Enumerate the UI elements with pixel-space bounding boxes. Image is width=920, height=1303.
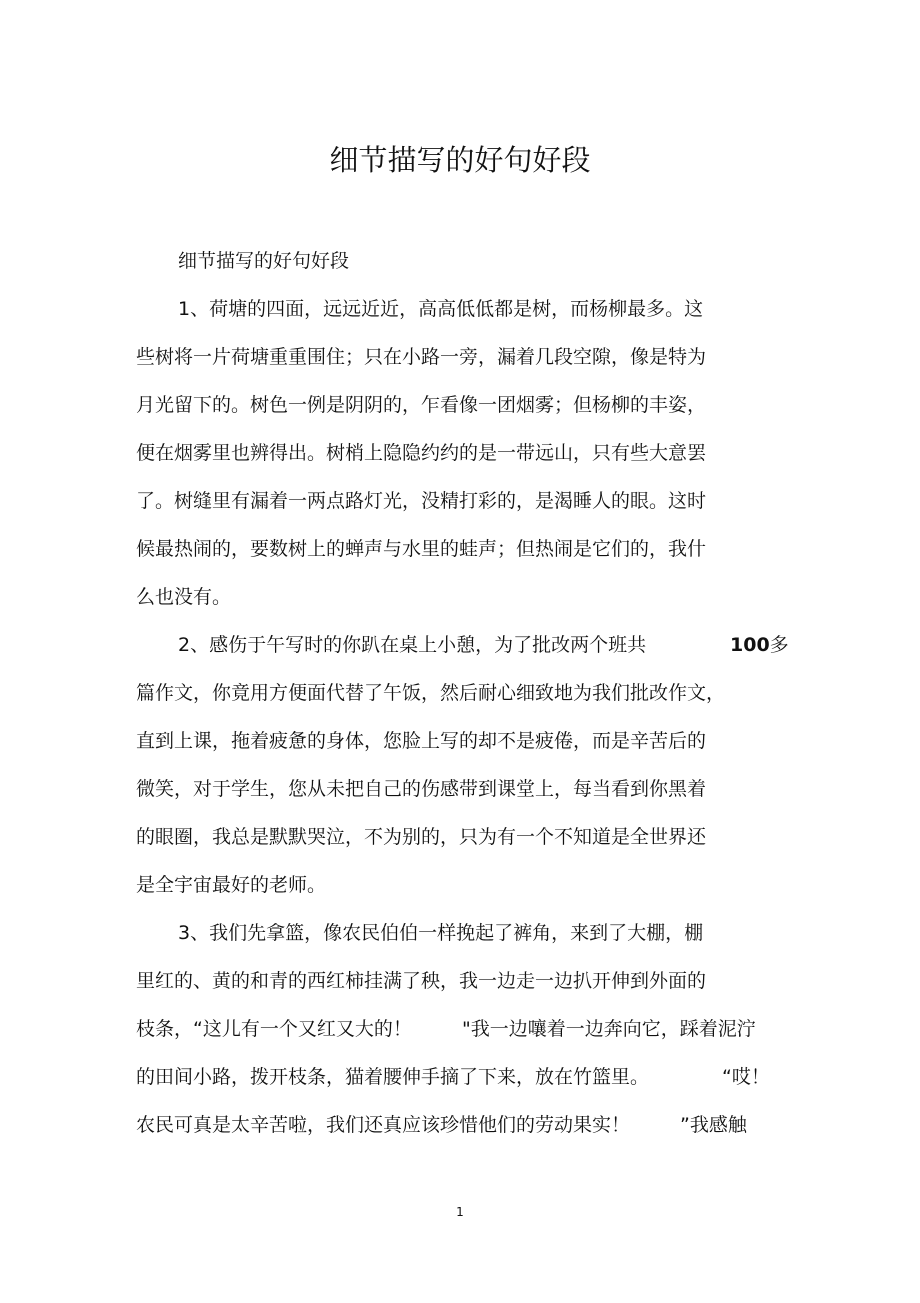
paragraph-3-line-3-part-2: "我一边嚷着一边奔向它，踩着泥泞: [462, 1018, 756, 1040]
paragraph-2-line-2: 篇作文，你竟用方便面代替了午饭，然后耐心细致地为我们批改作文，: [136, 682, 726, 704]
paragraph-3-line-4-part-1: 的田间小路，拨开枝条，猫着腰伸手摘了下来，放在竹篮里。: [136, 1066, 650, 1088]
paragraph-2-line-1: 2、感伤于午写时的你趴在桌上小憩，为了批改两个班共: [178, 634, 647, 656]
paragraph-3-line-5-part-2: ”我感触: [680, 1114, 747, 1136]
paragraph-1-line-5: 了。树缝里有漏着一两点路灯光，没精打彩的，是渴睡人的眼。这时: [136, 490, 707, 512]
paragraph-1-line-6: 候最热闹的，要数树上的蝉声与水里的蛙声；但热闹是它们的，我什: [136, 538, 707, 560]
paragraph-3-line-1: 3、我们先拿篮，像农民伯伯一样挽起了裤角，来到了大棚，棚: [178, 922, 704, 944]
paragraph-2-line-3: 直到上课，拖着疲惫的身体，您脸上写的却不是疲倦，而是辛苦后的: [136, 730, 707, 752]
paragraph-2-line-4: 微笑，对于学生，您从未把自己的伤感带到课堂上，每当看到你黑着: [136, 778, 707, 800]
paragraph-3-line-5-part-1: 农民可真是太辛苦啦，我们还真应该珍惜他们的劳动果实！: [136, 1114, 631, 1136]
paragraph-3-line-2: 里红的、黄的和青的西红柿挂满了秧，我一边走一边扒开伸到外面的: [136, 970, 707, 992]
paragraph-1-line-7: 么也没有。: [136, 586, 232, 608]
paragraph-2-tail-text: 多: [769, 634, 789, 656]
paragraph-3-line-3-part-1: 枝条，“这儿有一个又红又大的！: [136, 1018, 412, 1040]
paragraph-1-line-3: 月光留下的。树色一例是阴阴的，乍看像一团烟雾；但杨柳的丰姿，: [136, 394, 707, 416]
paragraph-3-line-4-part-2: “哎！: [722, 1066, 770, 1088]
document-title: 细节描写的好句好段: [329, 143, 591, 177]
paragraph-1-line-2: 些树将一片荷塘重重围住；只在小路一旁，漏着几段空隙，像是特为: [136, 346, 707, 368]
paragraph-1-line-1: 1、荷塘的四面，远远近近，高高低低都是树，而杨柳最多。这: [178, 298, 704, 320]
paragraph-1-line-4: 便在烟雾里也辨得出。树梢上隐隐约约的是一带远山，只有些大意罢: [136, 442, 707, 464]
page-number: 1: [456, 1205, 464, 1219]
paragraph-2-line-1-tail: [730, 632, 789, 658]
paragraph-2-line-6: 是全宇宙最好的老师。: [136, 874, 327, 896]
paragraph-2-line-5: 的眼圈，我总是默默哭泣，不为别的，只为有一个不知道是全世界还: [136, 826, 707, 848]
paragraph-2-number: 100: [730, 634, 770, 656]
subtitle-line: 细节描写的好句好段: [178, 250, 350, 272]
